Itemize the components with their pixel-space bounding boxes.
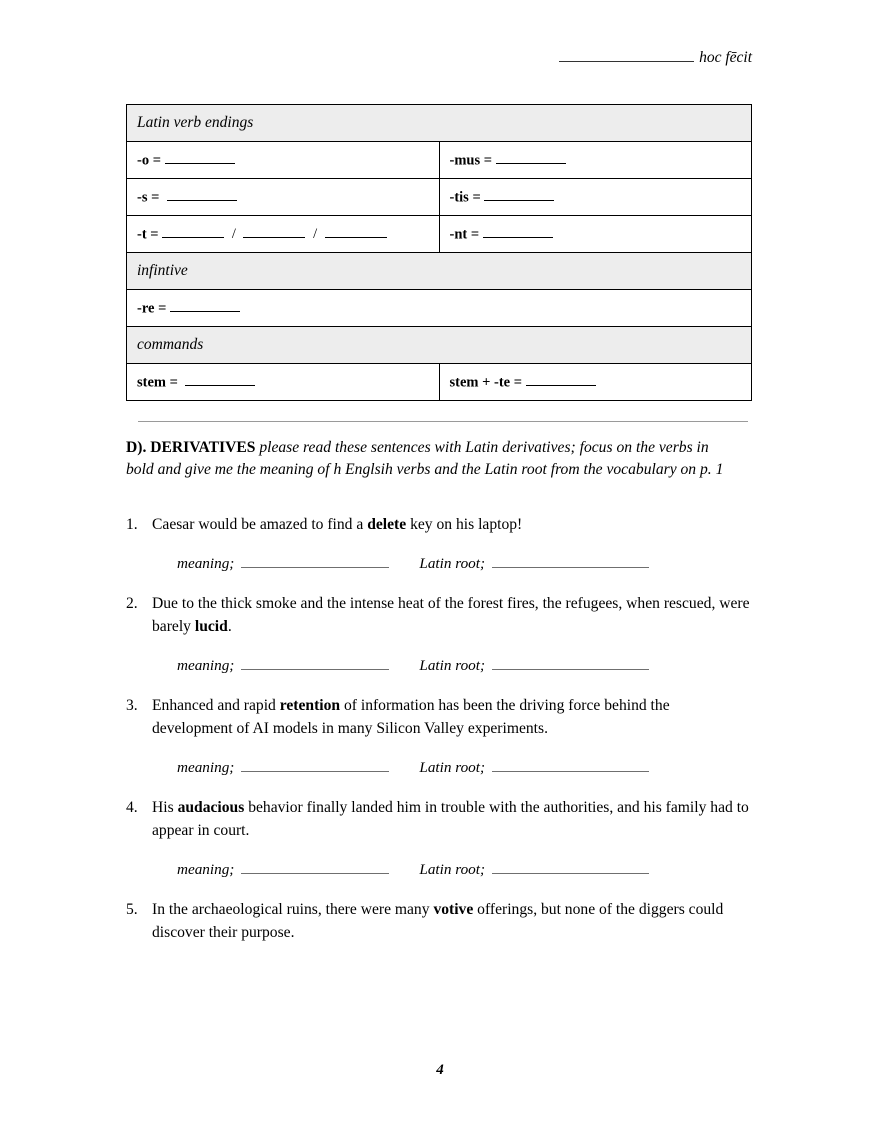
table-row [127, 364, 752, 401]
derivatives-item-list [126, 514, 752, 946]
equals-sign: = [158, 300, 167, 317]
item-sentence [152, 899, 752, 944]
table-title: Latin verb endings [137, 114, 254, 131]
table-section-infinitive [127, 253, 752, 290]
ending-label-t: -t [137, 226, 147, 243]
derivative-word: lucid [194, 617, 228, 635]
table-section-commands [127, 327, 752, 364]
item-number: 1. [126, 516, 138, 533]
cell-ending-tis [439, 179, 752, 216]
sentence-after: key on his laptop! [406, 516, 523, 533]
derivative-word: votive [433, 900, 474, 918]
section-heading: D). DERIVATIVES [126, 439, 256, 456]
derivative-word: retention [279, 697, 341, 715]
equals-sign: = [169, 374, 178, 391]
derivative-word: audacious [177, 799, 245, 817]
latin-root-input-blank[interactable] [492, 656, 649, 671]
item-number: 4. [126, 799, 138, 817]
separator-slash: / [231, 226, 236, 243]
answer-blank[interactable] [526, 373, 596, 386]
table-row [127, 142, 752, 179]
separator-slash: / [313, 226, 318, 243]
section-divider [138, 421, 748, 422]
item-sentence [152, 593, 752, 638]
ending-label-s: -s [137, 189, 148, 206]
table-row [127, 216, 752, 253]
cell-ending-t [127, 216, 440, 253]
sentence-before: Caesar would be amazed to find a [152, 516, 368, 533]
ending-label-tis: -tis [449, 189, 469, 206]
answer-blank[interactable] [165, 151, 235, 164]
sentence-before: Due to the thick smoke and the intense heat of the forest fires, the refugees, when rescued, were barely [152, 595, 750, 635]
page-header [0, 48, 880, 67]
sentence-after: . [227, 617, 232, 635]
answer-row [126, 554, 752, 574]
table-row [127, 290, 752, 327]
derivatives-instructions [126, 437, 730, 480]
equals-sign: = [152, 152, 161, 169]
answer-blank[interactable] [167, 188, 237, 201]
section-cell [127, 327, 752, 364]
cell-ending-o [127, 142, 440, 179]
item-sentence [152, 695, 752, 740]
ending-label-o: -o [137, 152, 150, 169]
cell-stem [127, 364, 440, 401]
cell-stem-te [439, 364, 752, 401]
sentence-before: Enhanced and rapid [152, 697, 280, 715]
answer-blank[interactable] [243, 225, 305, 238]
equals-sign: = [150, 226, 159, 243]
latin-root-label: Latin root; [419, 657, 486, 675]
section-label-infinitive: infintive [137, 262, 188, 279]
equals-sign: = [513, 374, 522, 391]
latin-root-label: Latin root; [419, 555, 486, 573]
answer-blank[interactable] [496, 151, 566, 164]
meaning-label: meaning; [177, 759, 235, 777]
section-label-commands: commands [137, 336, 204, 353]
answer-blank[interactable] [483, 225, 553, 238]
meaning-label: meaning; [177, 860, 235, 878]
answer-row [126, 757, 752, 777]
instruction-text: please read these sentences with Latin derivatives; focus on the verbs in bold and give me the meaning of h Englsih verbs and the Latin root from the vocabulary on p. 1 [126, 439, 724, 478]
answer-blank[interactable] [484, 188, 554, 201]
item-number: 2. [126, 595, 138, 613]
table-title-cell [127, 105, 752, 142]
meaning-label: meaning; [177, 657, 235, 675]
equals-sign: = [151, 189, 160, 206]
list-item [126, 593, 752, 675]
derivative-word: delete [367, 516, 407, 533]
ending-label-stem: stem [137, 374, 166, 391]
item-number: 3. [126, 697, 138, 715]
meaning-input-blank[interactable] [241, 656, 389, 671]
item-number: 5. [126, 900, 138, 918]
latin-root-input-blank[interactable] [492, 554, 649, 569]
cell-ending-re [127, 290, 752, 327]
section-cell [127, 253, 752, 290]
page-number: 4 [436, 1062, 444, 1078]
sentence-after: offerings, but none of the diggers could discover their purpose. [152, 900, 724, 941]
list-item [126, 514, 752, 573]
latin-root-label: Latin root; [419, 860, 486, 878]
latin-root-input-blank[interactable] [492, 859, 649, 874]
answer-blank[interactable] [170, 299, 240, 312]
header-text: hoc fēcit [699, 49, 752, 67]
table-header-row [127, 105, 752, 142]
equals-sign: = [470, 226, 480, 243]
answer-blank[interactable] [185, 373, 255, 386]
answer-blank[interactable] [325, 225, 387, 238]
list-item [126, 899, 752, 944]
cell-ending-nt [439, 216, 752, 253]
answer-row [126, 859, 752, 879]
name-blank-line[interactable] [559, 48, 694, 62]
item-sentence [152, 514, 752, 537]
list-item [126, 695, 752, 777]
sentence-after: behavior finally landed him in trouble with the authorities, and his family had to appear in court. [152, 799, 749, 839]
ending-label-stem-te: stem + -te [449, 374, 511, 391]
latin-root-input-blank[interactable] [492, 757, 649, 772]
ending-label-re: -re [137, 300, 155, 317]
sentence-after: of information has been the driving force behind the development of AI models in many Silicon Valley experiments. [152, 697, 670, 737]
cell-ending-mus [439, 142, 752, 179]
latin-verb-endings-table [126, 104, 752, 401]
sentence-before: In the archaeological ruins, there were many [152, 900, 434, 918]
answer-blank[interactable] [162, 225, 224, 238]
item-sentence [152, 797, 752, 842]
meaning-input-blank[interactable] [241, 554, 389, 569]
answer-row [126, 656, 752, 676]
cell-ending-s [127, 179, 440, 216]
meaning-input-blank[interactable] [241, 859, 389, 874]
equals-sign: = [483, 152, 493, 169]
latin-root-label: Latin root; [419, 759, 486, 777]
sentence-before: His [152, 799, 178, 817]
list-item [126, 797, 752, 879]
equals-sign: = [472, 189, 481, 206]
meaning-label: meaning; [177, 555, 235, 573]
ending-label-nt: -nt [449, 226, 468, 243]
table-row [127, 179, 752, 216]
meaning-input-blank[interactable] [241, 757, 389, 772]
ending-label-mus: -mus [449, 152, 481, 169]
